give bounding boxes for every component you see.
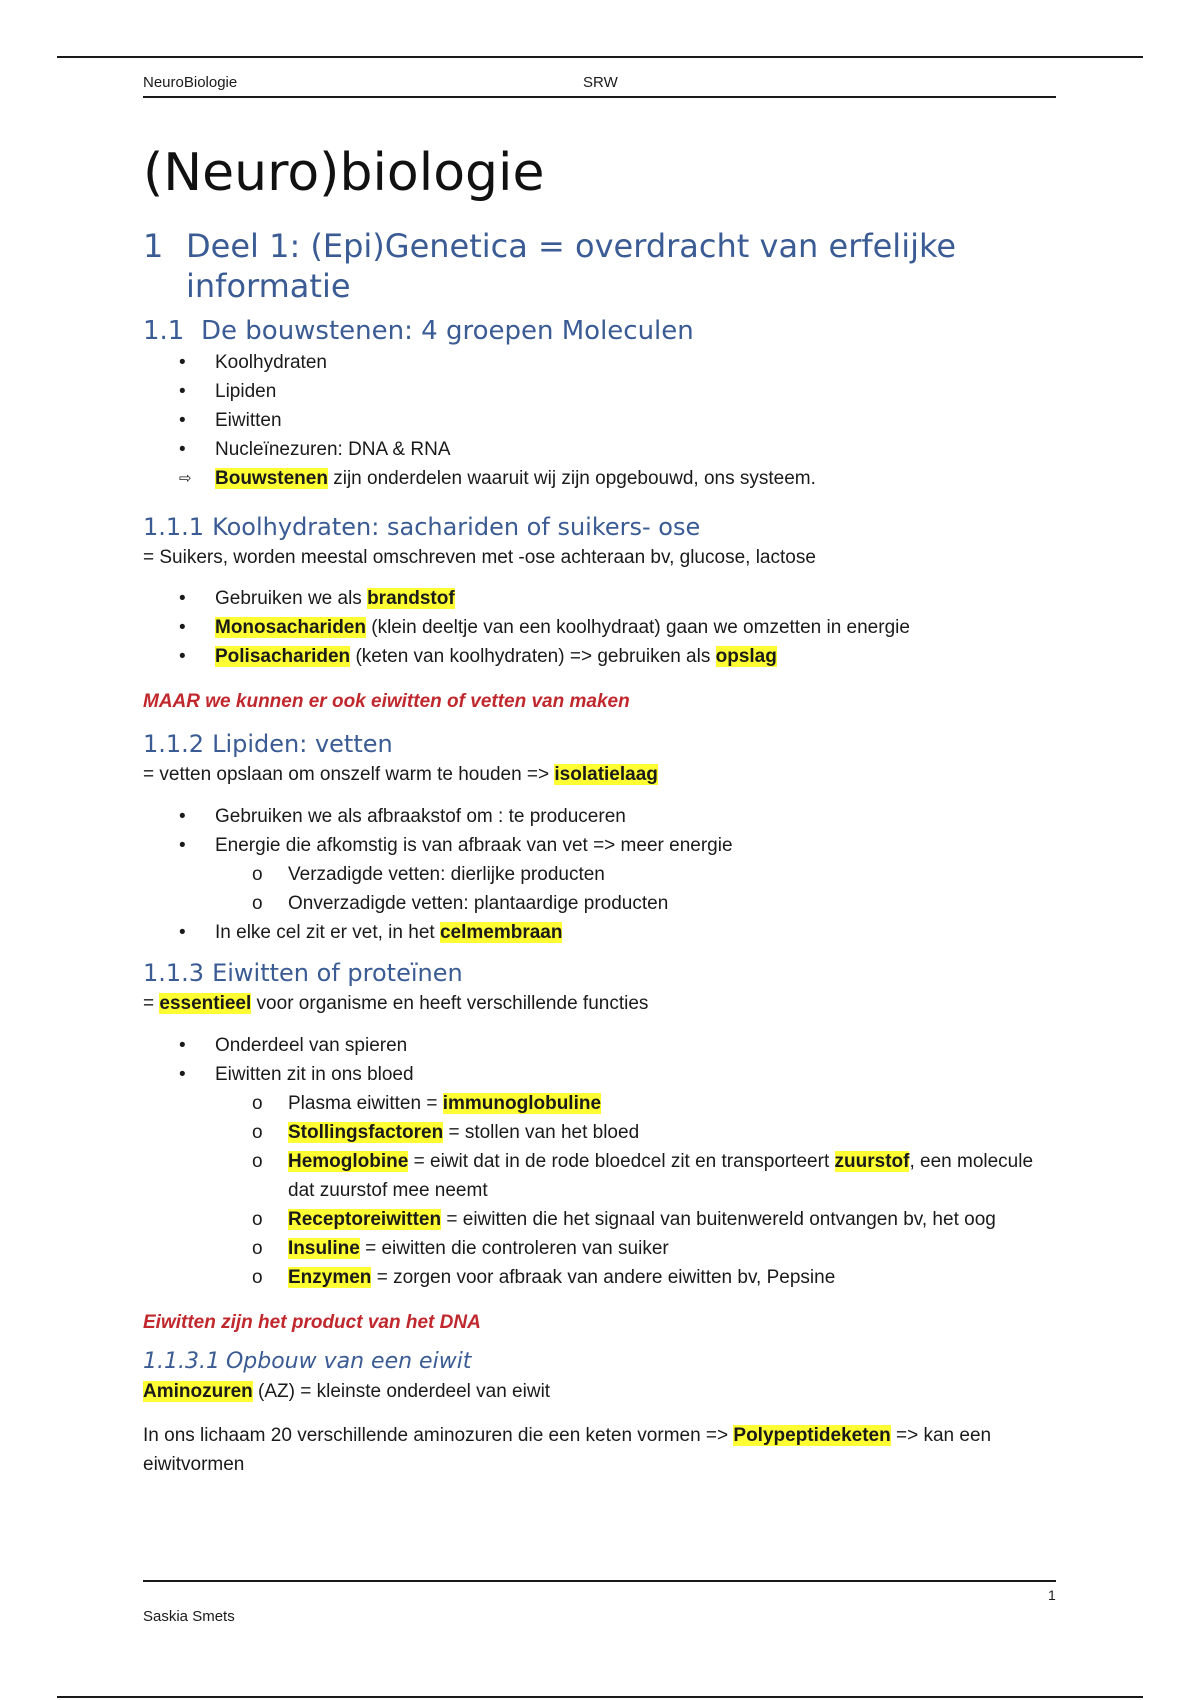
highlight: Receptoreiwitten [288, 1209, 442, 1230]
paragraph [143, 760, 1056, 789]
list-item: • Gebruiken we als afbraakstof om : te produceren [143, 802, 1056, 831]
text: = eiwit dat in de rode bloedcel zit en transporteert [408, 1151, 835, 1172]
text: In ons lichaam 20 verschillende aminozuren die een keten vormen => [143, 1425, 734, 1446]
highlight: Hemoglobine [288, 1151, 409, 1172]
text: = eiwitten die controleren van suiker [359, 1238, 669, 1259]
note: MAAR we kunnen er ook eiwitten of vetten van maken [143, 691, 630, 712]
list-item [143, 613, 1056, 642]
sub-list-item [143, 1234, 1056, 1263]
list-item: • Onderdeel van spieren [143, 1031, 1056, 1060]
list-item: • Energie die afkomstig is van afbraak van vet => meer energie [143, 831, 1056, 860]
highlight: Aminozuren [143, 1381, 253, 1402]
text: = zorgen voor afbraak van andere eiwitten bv, Pepsine [371, 1267, 836, 1288]
arrow-list-item [143, 464, 1056, 493]
text: = eiwitten die het signaal van buitenwereld ontvangen bv, het oog [441, 1209, 996, 1230]
footer-author: Saskia Smets [143, 1608, 235, 1625]
document-body [143, 72, 1056, 1479]
heading-1-1-3-1-number: 1.1.3.1 [143, 1349, 220, 1374]
list-item: • Koolhydraten [143, 348, 1056, 377]
text: = vetten opslaan om onszelf warm te houden => [143, 764, 555, 785]
paragraph: = Suikers, worden meestal omschreven met -ose achteraan bv, glucose, lactose [143, 547, 816, 568]
list-item: • Eiwitten [143, 406, 1056, 435]
paragraph [143, 1377, 1056, 1406]
heading-1-1-3-1 [143, 1347, 1056, 1377]
highlight: Polypeptideketen [733, 1425, 891, 1446]
sub-list-item: o Onverzadigde vetten: plantaardige producten [143, 889, 1056, 918]
highlight: isolatielaag [554, 764, 658, 785]
header-left: NeuroBiologie [143, 74, 238, 91]
page-header [143, 72, 1056, 98]
text: (klein deeltje van een koolhydraat) gaan we omzetten in energie [365, 617, 910, 638]
sub-list-item [143, 1118, 1056, 1147]
page-bottom-rule [57, 1696, 1143, 1698]
note: Eiwitten zijn het product van het DNA [143, 1312, 481, 1333]
heading-1 [143, 226, 1056, 306]
highlight: Insuline [288, 1238, 360, 1259]
highlight: Stollingsfactoren [288, 1122, 444, 1143]
heading-1-1-1-text: Koolhydraten: sachariden of suikers- ose [212, 513, 701, 541]
heading-1-1-3-text: Eiwitten of proteïnen [212, 959, 463, 987]
footer-rule [143, 1580, 1056, 1582]
list-item [143, 642, 1056, 671]
highlight: zuurstof [834, 1151, 910, 1172]
list-item: • Eiwitten zit in ons bloed [143, 1060, 1056, 1089]
highlight: Polisachariden [215, 646, 351, 667]
heading-1-1-3-1-text: Opbouw van een eiwit [225, 1349, 472, 1374]
sub-list-item: o Verzadigde vetten: dierlijke producten [143, 860, 1056, 889]
text: = stollen van het bloed [443, 1122, 640, 1143]
heading-1-number: 1 [143, 227, 164, 265]
heading-1-1-2-number: 1.1.2 [143, 730, 205, 758]
text: Plasma eiwitten = [288, 1093, 443, 1114]
highlight: celmembraan [439, 922, 563, 943]
text: Gebruiken we als [215, 588, 368, 609]
text: zijn onderdelen waaruit wij zijn opgebouwd, ons systeem. [327, 468, 816, 489]
heading-1-1 [143, 314, 1056, 348]
sub-list-item [143, 1205, 1056, 1234]
arrow-right-icon: ⇨ [179, 470, 192, 487]
heading-1-text: Deel 1: (Epi)Genetica = overdracht van erfelijke informatie [186, 227, 957, 305]
header-center: SRW [583, 74, 618, 91]
highlight: Monosachariden [215, 617, 366, 638]
document-title: (Neuro)biologie [143, 143, 545, 203]
heading-1-1-1-number: 1.1.1 [143, 513, 205, 541]
text: = [143, 993, 160, 1014]
highlight: opslag [715, 646, 777, 667]
sub-list-item [143, 1089, 1056, 1118]
sub-list-item [143, 1263, 1056, 1292]
molecule-list [143, 348, 1056, 493]
highlight: brandstof [367, 588, 455, 609]
carb-list [143, 584, 1056, 671]
highlight: essentieel [159, 993, 252, 1014]
heading-1-1-2-text: Lipiden: vetten [212, 730, 393, 758]
text: (keten van koolhydraten) => gebruiken als [350, 646, 716, 667]
heading-1-1-1 [143, 511, 1056, 543]
highlight: Enzymen [288, 1267, 372, 1288]
text: (AZ) = kleinste onderdeel van eiwit [252, 1381, 551, 1402]
heading-1-1-number: 1.1 [143, 316, 185, 346]
page-top-rule [57, 56, 1143, 58]
text: voor organisme en heeft verschillende functies [251, 993, 649, 1014]
paragraph [143, 1421, 1056, 1479]
list-item: • Nucleïnezuren: DNA & RNA [143, 435, 1056, 464]
text: , een molecule dat zuurstof mee neemt [288, 1151, 1034, 1201]
protein-list [143, 1031, 1056, 1292]
text: => kan een eiwitvormen [143, 1425, 992, 1475]
sub-list-item [143, 1147, 1056, 1205]
list-item [143, 918, 1056, 947]
highlight: immunoglobuline [442, 1093, 602, 1114]
text: In elke cel zit er vet, in het [215, 922, 440, 943]
lipid-list [143, 802, 1056, 947]
heading-1-1-3 [143, 957, 1056, 989]
heading-1-1-3-number: 1.1.3 [143, 959, 205, 987]
highlight: Bouwstenen [215, 468, 328, 489]
heading-1-1-text: De bouwstenen: 4 groepen Moleculen [201, 316, 694, 346]
page-number: 1 [1048, 1587, 1056, 1603]
heading-1-1-2 [143, 728, 1056, 760]
list-item [143, 584, 1056, 613]
paragraph [143, 989, 1056, 1018]
list-item: • Lipiden [143, 377, 1056, 406]
